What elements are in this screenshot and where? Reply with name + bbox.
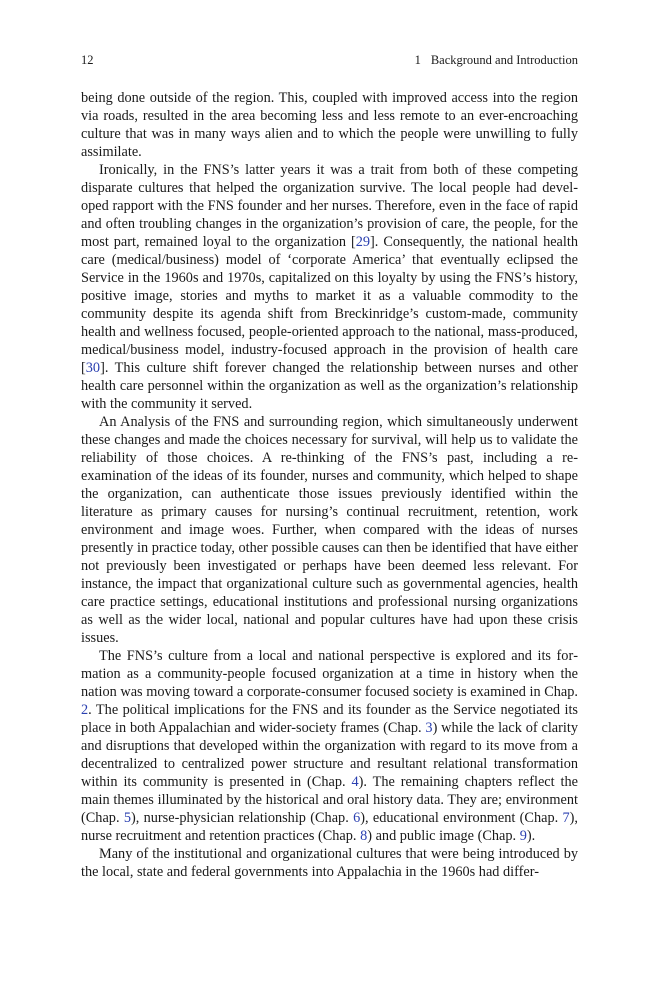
cross-reference-link[interactable]: 29 xyxy=(355,234,371,250)
text-segment: ), nurse-physician relationship (Chap. xyxy=(130,810,354,826)
text-segment: Many of the institutional and organizational cultures that were being introduced by the local, state and federal governments into Appalachia in the 1960s had differ- xyxy=(81,846,578,880)
text-segment: The FNS’s culture from a local and national perspective is explored and its formation as a community-people focused organization at a time in history when the nation was moving toward a corporate-consumer focused society is examined in Chap. xyxy=(81,648,578,700)
text-segment: ) and public image (Chap. xyxy=(367,828,520,844)
cross-reference-link[interactable]: 7 xyxy=(562,810,570,826)
cross-reference-link[interactable]: 2 xyxy=(81,702,89,718)
text-segment: ]. This culture shift forever changed the relationship between nurses and other health care personnel within the organization as well as the organization’s relationship with the community it served. xyxy=(81,360,578,412)
cross-reference-link[interactable]: 4 xyxy=(351,774,359,790)
text-segment: . The political implications for the FNS and its founder as the Service negotiated its place in both Appalachian and wider-society frames (Chap. xyxy=(81,702,578,736)
paragraph xyxy=(81,89,578,161)
chapter-header xyxy=(415,52,578,68)
text-segment: An Analysis of the FNS and surrounding region, which simultaneously underwent these changes and made the choices necessary for survival, will help us to validate the reliability of those choices. A re-thinking of the FNS’s past, including a re-examination of the ideas of its founder, nurses and community, which helped to shape the organization, can authenticate those issues previously identified within the literature as primary causes for nursing’s continual recruitment, retention, work environment and image woes. Further, when compared with the ideas of nurses presently in practice today, other possible causes can then be identified that have either not previously been investigated or perhaps have been deemed less relevant. For instance, the impact that organizational culture such as governmental agencies, health care practice settings, educational institutions and professional nursing organizations as well as the wider local, national and popular cultures have had upon these crisis issues. xyxy=(81,414,578,646)
text-segment: Ironically, in the FNS’s latter years it was a trait from both of these competing disparate cultures that helped the organization survive. The local people had developed rapport with the FNS founder and her nurses. Therefore, even in the face of rapid and often troubling changes in the organization’s provision of care, the people, for the most part, remained loyal to the organization [ xyxy=(81,162,578,250)
cross-reference-link[interactable]: 5 xyxy=(123,810,131,826)
chapter-title: Background and Introduction xyxy=(430,53,578,67)
paragraph xyxy=(81,845,578,881)
cross-reference-link[interactable]: 6 xyxy=(353,810,361,826)
paragraph xyxy=(81,647,578,845)
chapter-number: 1 xyxy=(414,53,421,67)
cross-reference-link[interactable]: 3 xyxy=(425,720,433,736)
text-segment: ), nurse recruitment and retention practices (Chap. xyxy=(81,810,578,844)
cross-reference-link[interactable]: 8 xyxy=(360,828,368,844)
text-segment: ). The remaining chapters reflect the main themes illuminated by the historical and oral history data. They are; environment (Chap. xyxy=(81,774,578,826)
page-number: 12 xyxy=(81,53,94,67)
body-text xyxy=(81,89,578,881)
text-segment: ), educational environment (Chap. xyxy=(360,810,563,826)
text-segment: ]. Consequently, the national health care (medical/business) model of ‘corporate America’ that eventually eclipsed the Service in the 1960s and 1970s, capitalized on this loyalty by using the FNS’s history, positive image, stories and myths to market it as a valuable commodity to the community despite its agenda shift from Breckinridge’s custom-made, community health and wellness focused, people-oriented approach to the national, mass-produced, medical/business model, industry-focused approach in the provision of health care [ xyxy=(81,234,578,376)
paragraph xyxy=(81,413,578,647)
text-segment: ) while the lack of clarity and disruptions that developed within the organization with regard to its move from a decentralized to centralized power structure and resultant relational transformation within its community is presented in (Chap. xyxy=(81,720,578,790)
running-head xyxy=(81,52,578,68)
cross-reference-link[interactable]: 9 xyxy=(519,828,527,844)
cross-reference-link[interactable]: 30 xyxy=(85,360,101,376)
text-segment: being done outside of the region. This, coupled with improved access into the region via roads, resulted in the area becoming less and less remote to an ever-encroaching culture that was in many ways alien and to which the people were unwilling to fully assimilate. xyxy=(81,90,578,160)
paragraph xyxy=(81,161,578,413)
text-segment: ). xyxy=(526,828,536,844)
